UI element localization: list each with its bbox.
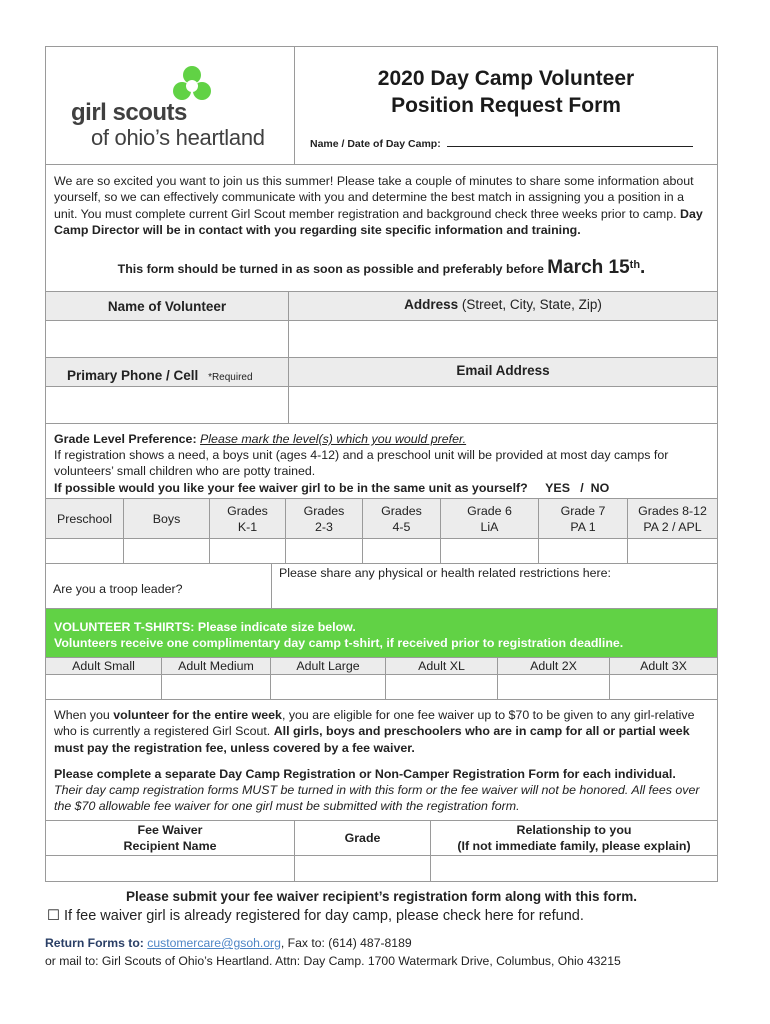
troop-health-row [46,564,717,609]
form-title [295,65,717,119]
size-small: Adult Small [46,658,162,674]
address-label: Address [404,297,459,312]
name-address-fields [46,321,717,358]
grade-col-3: Grades 2-3 [286,499,363,538]
size-3x: Adult 3X [640,659,687,673]
refund-checkbox[interactable]: ☐ [47,908,60,924]
grade-col-4: Grades 4-5 [363,499,441,538]
intro-text: We are so excited you want to join us this summer! Please take a couple of minutes to share some information about yourself, so we can effectively communicate with you and determine the best match in assigning you a position in a unit. You must complete current Girl Scout member registration and background check three weeks prior to camp. [54,174,694,221]
fee-col-grade: Grade [295,821,431,855]
fee-relationship-field[interactable] [431,856,717,881]
waiver-p1b: volunteer for the entire week [113,708,282,722]
phone-field[interactable] [46,387,289,423]
waiver-p2a: Please complete a separate Day Camp Registration or Non-Camper Registration Form for each individual. [54,766,676,781]
return-label: Return Forms to: [45,936,144,950]
mail-address: or mail to: Girl Scouts of Ohio’s Heartland. Attn: Day Camp. 1700 Watermark Drive, Columbus, Ohio 43215 [45,954,621,968]
address-hint: (Street, City, State, Zip) [458,297,602,312]
fax-text: , Fax to: (614) 487-8189 [280,936,412,950]
intro-section [46,165,717,292]
grade-pref-label: Grade Level Preference: [54,432,197,446]
same-unit-question: If possible would you like your fee waiver girl to be in the same unit as yourself? [54,480,528,495]
waiver-paragraph-1 [54,707,707,756]
form-header [46,47,717,165]
fee-recipient-field[interactable] [46,856,295,881]
tshirt-sizes [46,658,717,675]
waiver-p1d: All girls, boys and preschoolers who are in camp for all or partial week must pay the registration fee, unless covered by a fee waiver. [54,724,690,755]
troop-leader-question[interactable]: Are you a troop leader? [46,564,272,608]
grade-col-0: Preschool [46,499,124,538]
grade-col-5: Grade 6 LiA [441,499,539,538]
address-field[interactable] [289,321,717,357]
phone-email-header [46,358,717,387]
day-camp-field[interactable] [310,136,693,150]
logo [46,47,295,164]
grade-col-6: Grade 7 PA 1 [539,499,628,538]
email-label: Email Address [456,363,550,378]
refund-text: If fee waiver girl is already registered for day camp, please check here for refund. [60,908,584,924]
grade-box-4-5[interactable] [363,539,441,563]
grade-box-k1[interactable] [210,539,286,563]
waiver-paragraph-2 [54,766,707,815]
fee-waiver-columns [46,821,717,856]
grade-pref-hint: Please mark the level(s) which you would prefer. [200,432,467,446]
size-box-xl[interactable] [386,675,498,699]
waiver-p1a: When you [54,708,114,722]
fee-waiver-fields [46,856,717,881]
grade-box-7[interactable] [539,539,628,563]
size-box-small[interactable] [46,675,162,699]
fee-waiver-section [46,700,717,821]
size-box-3x[interactable] [610,675,717,699]
tshirt-line1: VOLUNTEER T-SHIRTS: Please indicate size below. [54,620,356,634]
grade-section [46,424,717,499]
yes-no-options[interactable]: YES / NO [545,480,610,495]
return-info [45,936,718,950]
grade-note: If registration shows a need, a boys unit (ages 4-12) and a preschool unit will be provided at most day camps for volunteers’ small children who are potty trained. [54,448,669,479]
name-label: Name of Volunteer [46,292,289,320]
day-camp-blank[interactable] [447,136,693,147]
fee-col-name: Fee Waiver Recipient Name [46,821,295,855]
waiver-p1c: , you are eligible for one fee waiver up to $70 to be given to any girl-relative who is currently a registered Girl Scout. [54,708,695,739]
deadline-note [46,257,717,278]
submit-note: Please submit your fee waiver recipient’s registration form along with this form. [125,889,638,904]
health-restrictions[interactable]: Please share any physical or health related restrictions here: [279,566,611,580]
grade-col-7: Grades 8-12 PA 2 / APL [638,503,707,534]
phone-email-fields [46,387,717,424]
fee-col-relationship: Relationship to you (If not immediate family, please explain) [457,823,691,853]
day-camp-label: Name / Date of Day Camp: [310,138,441,150]
volunteer-form [45,46,718,882]
name-field[interactable] [46,321,289,357]
phone-label-cell [46,358,289,386]
grade-checkboxes [46,539,717,564]
tshirt-size-boxes [46,675,717,700]
deadline-sup: th [629,259,641,271]
deadline-date: March 15 [547,257,630,279]
size-box-large[interactable] [271,675,386,699]
size-large: Adult Large [271,658,386,674]
size-xl: Adult XL [386,658,498,674]
logo-line1: girl scouts [71,99,187,126]
size-box-medium[interactable] [162,675,271,699]
grade-columns [46,499,717,539]
address-label-cell [289,292,717,320]
email-link[interactable]: customercare@gsoh.org [147,936,281,950]
name-address-header [46,292,717,321]
grade-box-8-12[interactable] [628,539,717,563]
grade-box-2-3[interactable] [286,539,363,563]
email-field[interactable] [289,387,717,423]
waiver-p2b: Their day camp registration forms MUST be turned in with this form or the fee waiver will not be honored. All fees over the $70 allowable fee waiver for one girl must be submitted with the registration form. [54,783,700,814]
size-2x: Adult 2X [498,658,610,674]
deadline-text: This form should be turned in as soon as possible and preferably before [117,262,548,277]
tshirt-line2: Volunteers receive one complimentary day camp t-shirt, if received prior to registration deadline. [54,636,624,651]
size-box-2x[interactable] [498,675,610,699]
tshirt-banner [46,609,717,658]
size-medium: Adult Medium [162,658,271,674]
title-line2: Position Request Form [391,94,621,117]
grade-col-1: Boys [124,499,210,538]
grade-box-preschool[interactable] [46,539,124,563]
grade-box-boys[interactable] [124,539,210,563]
grade-col-2: Grades K-1 [210,499,286,538]
deadline-end: . [640,257,646,279]
grade-box-6[interactable] [441,539,539,563]
logo-line2: of ohio’s heartland [91,125,265,150]
phone-label: Primary Phone / Cell [67,368,199,383]
title-block [295,47,717,164]
intro-bold: Day Camp Director will be in contact with you regarding site specific information and training. [54,206,703,238]
refund-option[interactable] [47,908,720,924]
phone-required: *Required [208,372,253,383]
fee-grade-field[interactable] [295,856,431,881]
title-line1: 2020 Day Camp Volunteer [377,67,635,90]
